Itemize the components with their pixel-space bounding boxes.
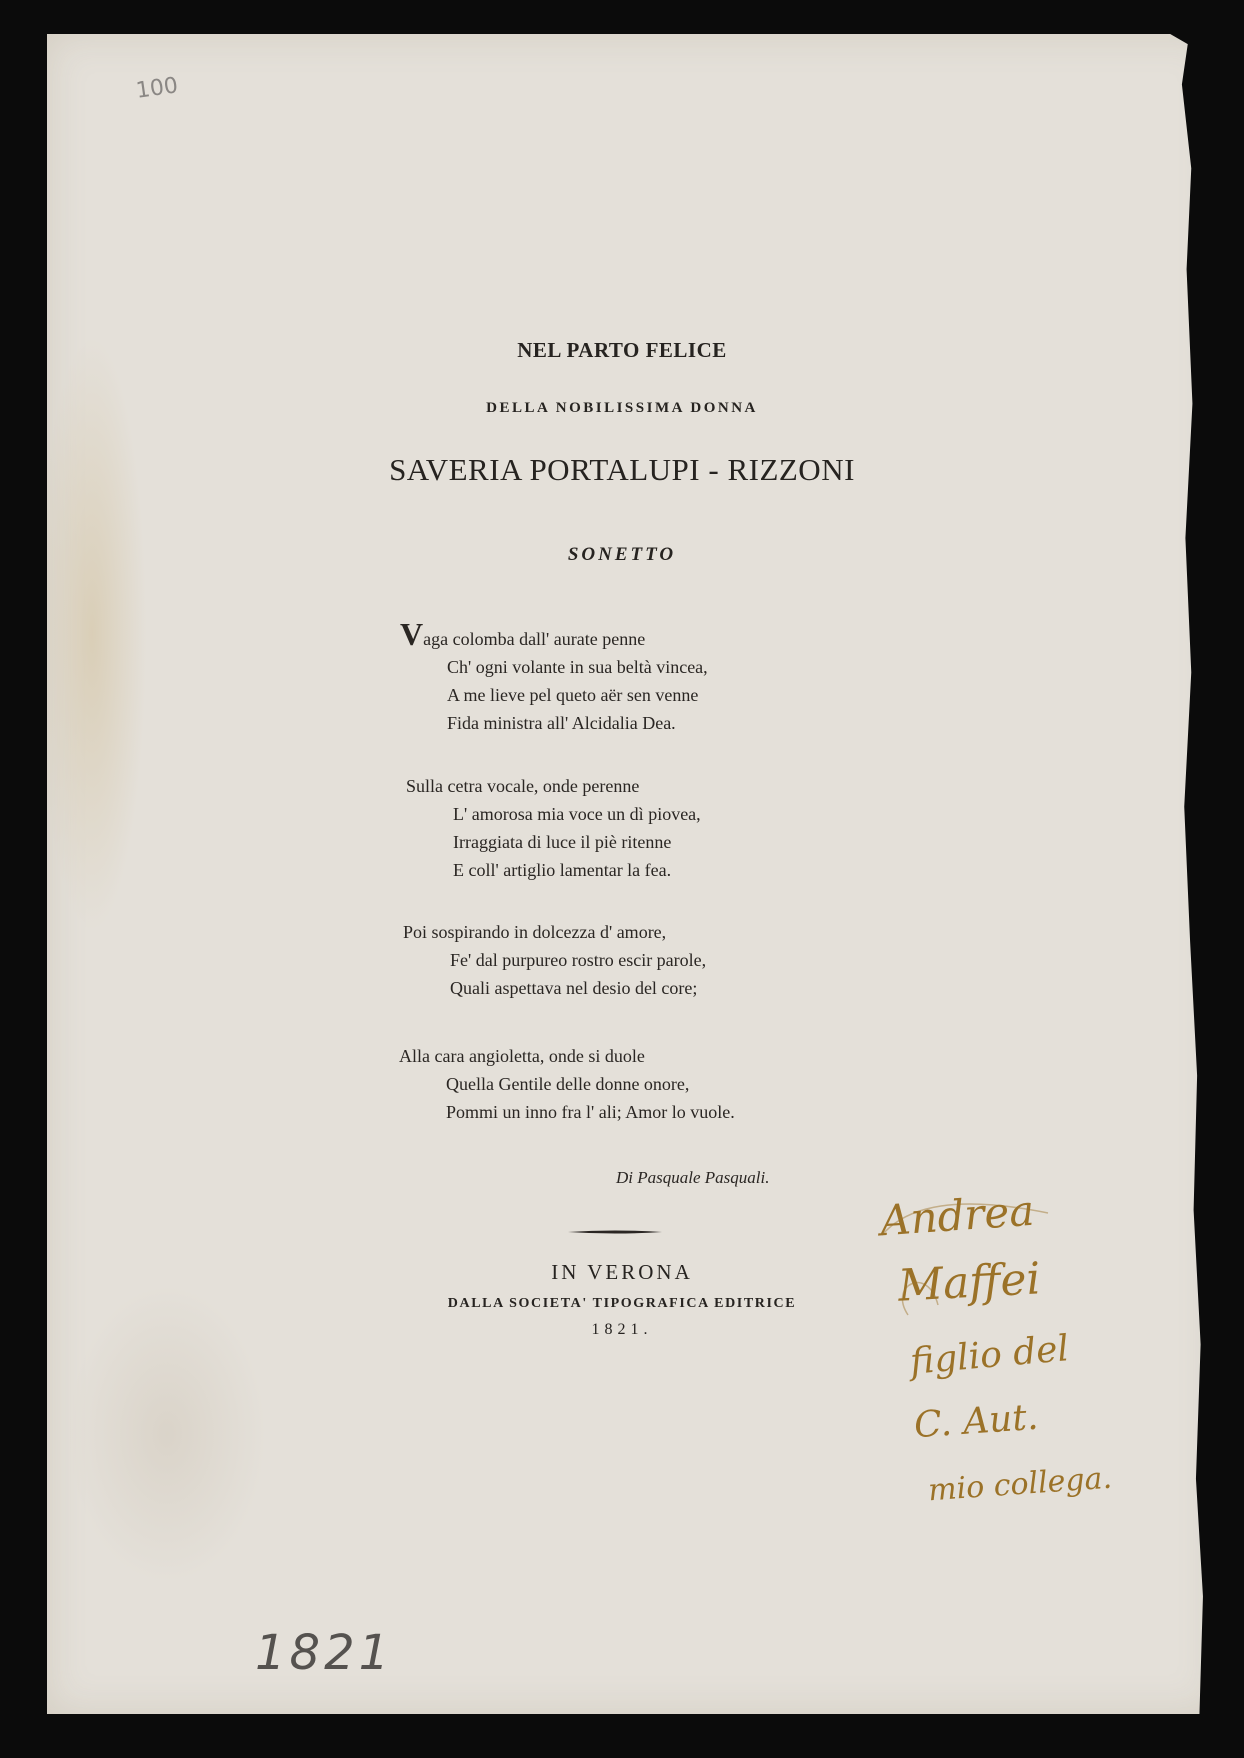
decorative-rule xyxy=(568,1230,662,1234)
poem-line: Sulla cetra vocale, onde perenne xyxy=(406,776,640,796)
pencil-number-note: 100 xyxy=(134,73,180,104)
poem-line: Irraggiata di luce il piè ritenne xyxy=(453,832,672,852)
author-credit: Di Pasquale Pasquali. xyxy=(616,1168,770,1187)
poem-line: Quella Gentile delle donne onore, xyxy=(446,1074,690,1094)
poem-line: Vaga colomba dall' aurate penne xyxy=(400,616,646,652)
imprint-city: IN VERONA xyxy=(551,1260,693,1284)
handwritten-inscription xyxy=(868,1185,1188,1525)
drop-cap: V xyxy=(400,616,424,652)
poem-line: Ch' ogni volante in sua beltà vincea, xyxy=(447,657,708,677)
poem-body xyxy=(400,616,708,737)
poem-line: Fida ministra all' Alcidalia Dea. xyxy=(447,713,676,733)
poem-stanza-3 xyxy=(403,918,706,1002)
poem-line: L' amorosa mia voce un dì piovea, xyxy=(453,804,701,824)
inscription-line: C. Aut. xyxy=(912,1396,1040,1447)
imprint-year: 1821. xyxy=(591,1321,653,1338)
poem-line: Fe' dal purpureo rostro escir parole, xyxy=(450,950,707,970)
poem-line: Quali aspettava nel desio del core; xyxy=(450,978,698,998)
poem-line: Alla cara angioletta, onde si duole xyxy=(399,1046,645,1066)
title-line-2: DELLA NOBILISSIMA DONNA xyxy=(486,400,758,416)
poem-stanza-2 xyxy=(406,772,701,884)
poem-form-heading: SONETTO xyxy=(567,544,677,565)
inscription-line: figlio del xyxy=(908,1328,1071,1383)
inscription-line: Andrea xyxy=(878,1185,1036,1246)
poem-line: A me lieve pel queto aër sen venne xyxy=(447,685,699,705)
poem-line: Poi sospirando in dolcezza d' amore, xyxy=(403,922,667,942)
pencil-year-note: 1821 xyxy=(255,1625,394,1681)
title-line-1: NEL PARTO FELICE xyxy=(517,338,727,362)
poem-line: E coll' artiglio lamentar la fea. xyxy=(453,860,672,880)
foxing-stain xyxy=(37,334,147,934)
inscription-line: Maffei xyxy=(896,1253,1042,1312)
poem-stanza-4 xyxy=(399,1042,735,1126)
poem-line: Pommi un inno fra l' ali; Amor lo vuole. xyxy=(446,1102,735,1122)
inscription-line: mio collega. xyxy=(927,1460,1114,1509)
dedicatee-name: SAVERIA PORTALUPI - RIZZONI xyxy=(389,452,855,487)
imprint-printer: DALLA SOCIETA' TIPOGRAFICA EDITRICE xyxy=(447,1296,797,1311)
